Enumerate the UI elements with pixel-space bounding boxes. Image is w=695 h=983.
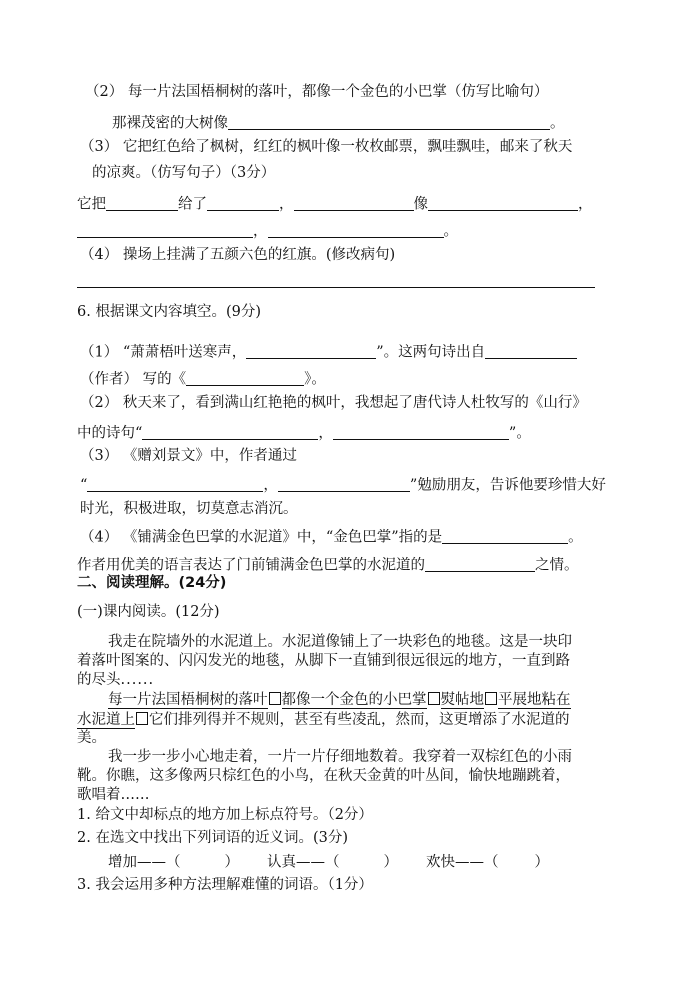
- q6-item3-line2: “ ， ”勉励朋友，告诉他要珍惜大好: [80, 477, 606, 494]
- answer-blank[interactable]: [207, 195, 279, 211]
- answer-blank[interactable]: [186, 370, 304, 386]
- passage-p2-line1: 每一片法国梧桐树的落叶 都像一个金色的小巴掌 熨帖地 平展地粘在: [108, 692, 571, 708]
- q6-item2-line2: 中的诗句“ ， ”。: [77, 425, 531, 442]
- q6-item4-line1: （4） 《铺满金色巴掌的水泥道》中，“金色巴掌”指的是 。: [80, 529, 583, 546]
- answer-blank[interactable]: [106, 195, 178, 211]
- q6-title: 6. 根据课文内容填空。(9分): [77, 304, 261, 320]
- q5-item3-line3: 它把 给了 ， 像 ，: [77, 196, 593, 213]
- q6-item4-line2: 作者用优美的语言表达了门前铺满金色巴掌的水泥道的 之情。: [77, 557, 579, 574]
- q6-item3-line3: 时光，积极进取，切莫意志消沉。: [80, 501, 298, 517]
- question-1: 1. 给文中却标点的地方加上标点符号。（2分）: [77, 807, 373, 823]
- answer-blank[interactable]: [87, 476, 263, 492]
- answer-blank[interactable]: [142, 424, 318, 440]
- passage-p1-line2: 着落叶图案的、闪闪发光的地毯，从脚下一直铺到很远很远的地方，一直到路: [77, 653, 570, 669]
- answer-blank[interactable]: [485, 343, 577, 359]
- q5-item2-line1: （2） 每一片法国梧桐树的落叶，都像一个金色的小巴掌（仿写比喻句）: [85, 84, 549, 100]
- punctuation-box[interactable]: [136, 712, 148, 725]
- answer-blank[interactable]: [77, 222, 253, 238]
- answer-blank[interactable]: [278, 476, 410, 492]
- q5-item2-line2: 那裸茂密的大树像 。: [112, 115, 565, 132]
- section2-title: 二、阅读理解。(24分): [77, 575, 227, 591]
- answer-blank[interactable]: [428, 195, 578, 211]
- answer-blank[interactable]: [499, 854, 535, 869]
- passage-p1-line3: 的尽头......: [77, 672, 155, 688]
- answer-blank[interactable]: [333, 424, 509, 440]
- answer-blank[interactable]: [246, 343, 376, 359]
- q6-item2-line1: （2） 秋天来了，看到满山红艳艳的枫叶，我想起了唐代诗人杜牧写的《山行》: [80, 395, 587, 411]
- punctuation-box[interactable]: [485, 692, 497, 705]
- answer-line[interactable]: [77, 287, 595, 288]
- answer-blank[interactable]: [340, 854, 384, 869]
- q6-item1-line1: （1） “萧萧梧叶送寒声， ”。这两句诗出自: [80, 343, 577, 360]
- passage-p2-line2: 水泥道上 它们排列得并不规则，甚至有些凌乱，然而，这更增添了水泥道的: [77, 712, 570, 728]
- q6-item1-line2: （作者） 写的《 》。: [80, 371, 326, 388]
- passage-p1-line1: 我走在院墙外的水泥道上。水泥道像铺上了一块彩色的地毯。这是一块印: [108, 634, 572, 650]
- passage-p3-line2: 靴。你瞧，这多像两只棕红色的小鸟，在秋天金黄的叶丛间，愉快地蹦跳着，: [77, 768, 570, 784]
- answer-blank[interactable]: [228, 114, 550, 130]
- answer-blank[interactable]: [294, 195, 414, 211]
- q5-item3-line1: （3） 它把红色给了枫树，红红的枫叶像一枚枚邮票，飘哇飘哇，邮来了秋天: [80, 139, 573, 155]
- q5-item4-line1: （4） 操场上挂满了五颜六色的红旗。(修改病句): [80, 247, 396, 263]
- q5-item3-line2: 的凉爽。（仿写句子）（3分）: [92, 165, 276, 181]
- passage-p2-line3: 美。: [77, 730, 106, 746]
- question-3: 3. 我会运用多种方法理解难懂的词语。（1分）: [77, 877, 373, 893]
- answer-blank[interactable]: [268, 222, 444, 238]
- punctuation-box[interactable]: [269, 692, 281, 705]
- section2-subtitle: (一)课内阅读。(12分): [77, 604, 220, 620]
- question-2-items: 增加——（ ） 认真——（ ） 欢快——（ ）: [108, 854, 549, 871]
- answer-blank[interactable]: [442, 528, 568, 544]
- answer-blank[interactable]: [181, 854, 225, 869]
- answer-blank[interactable]: [425, 556, 535, 572]
- passage-p3-line3: 歌唱着……: [77, 787, 150, 803]
- q6-item3-line1: （3） 《赠刘景文》中，作者通过: [80, 448, 297, 464]
- passage-p3-line1: 我一步一步小心地走着，一片一片仔细地数着。我穿着一双棕红色的小雨: [108, 749, 572, 765]
- question-2: 2. 在选文中找出下列词语的近义词。(3分): [77, 830, 348, 846]
- punctuation-box[interactable]: [428, 692, 440, 705]
- q5-item3-line4: ， 。: [77, 222, 458, 239]
